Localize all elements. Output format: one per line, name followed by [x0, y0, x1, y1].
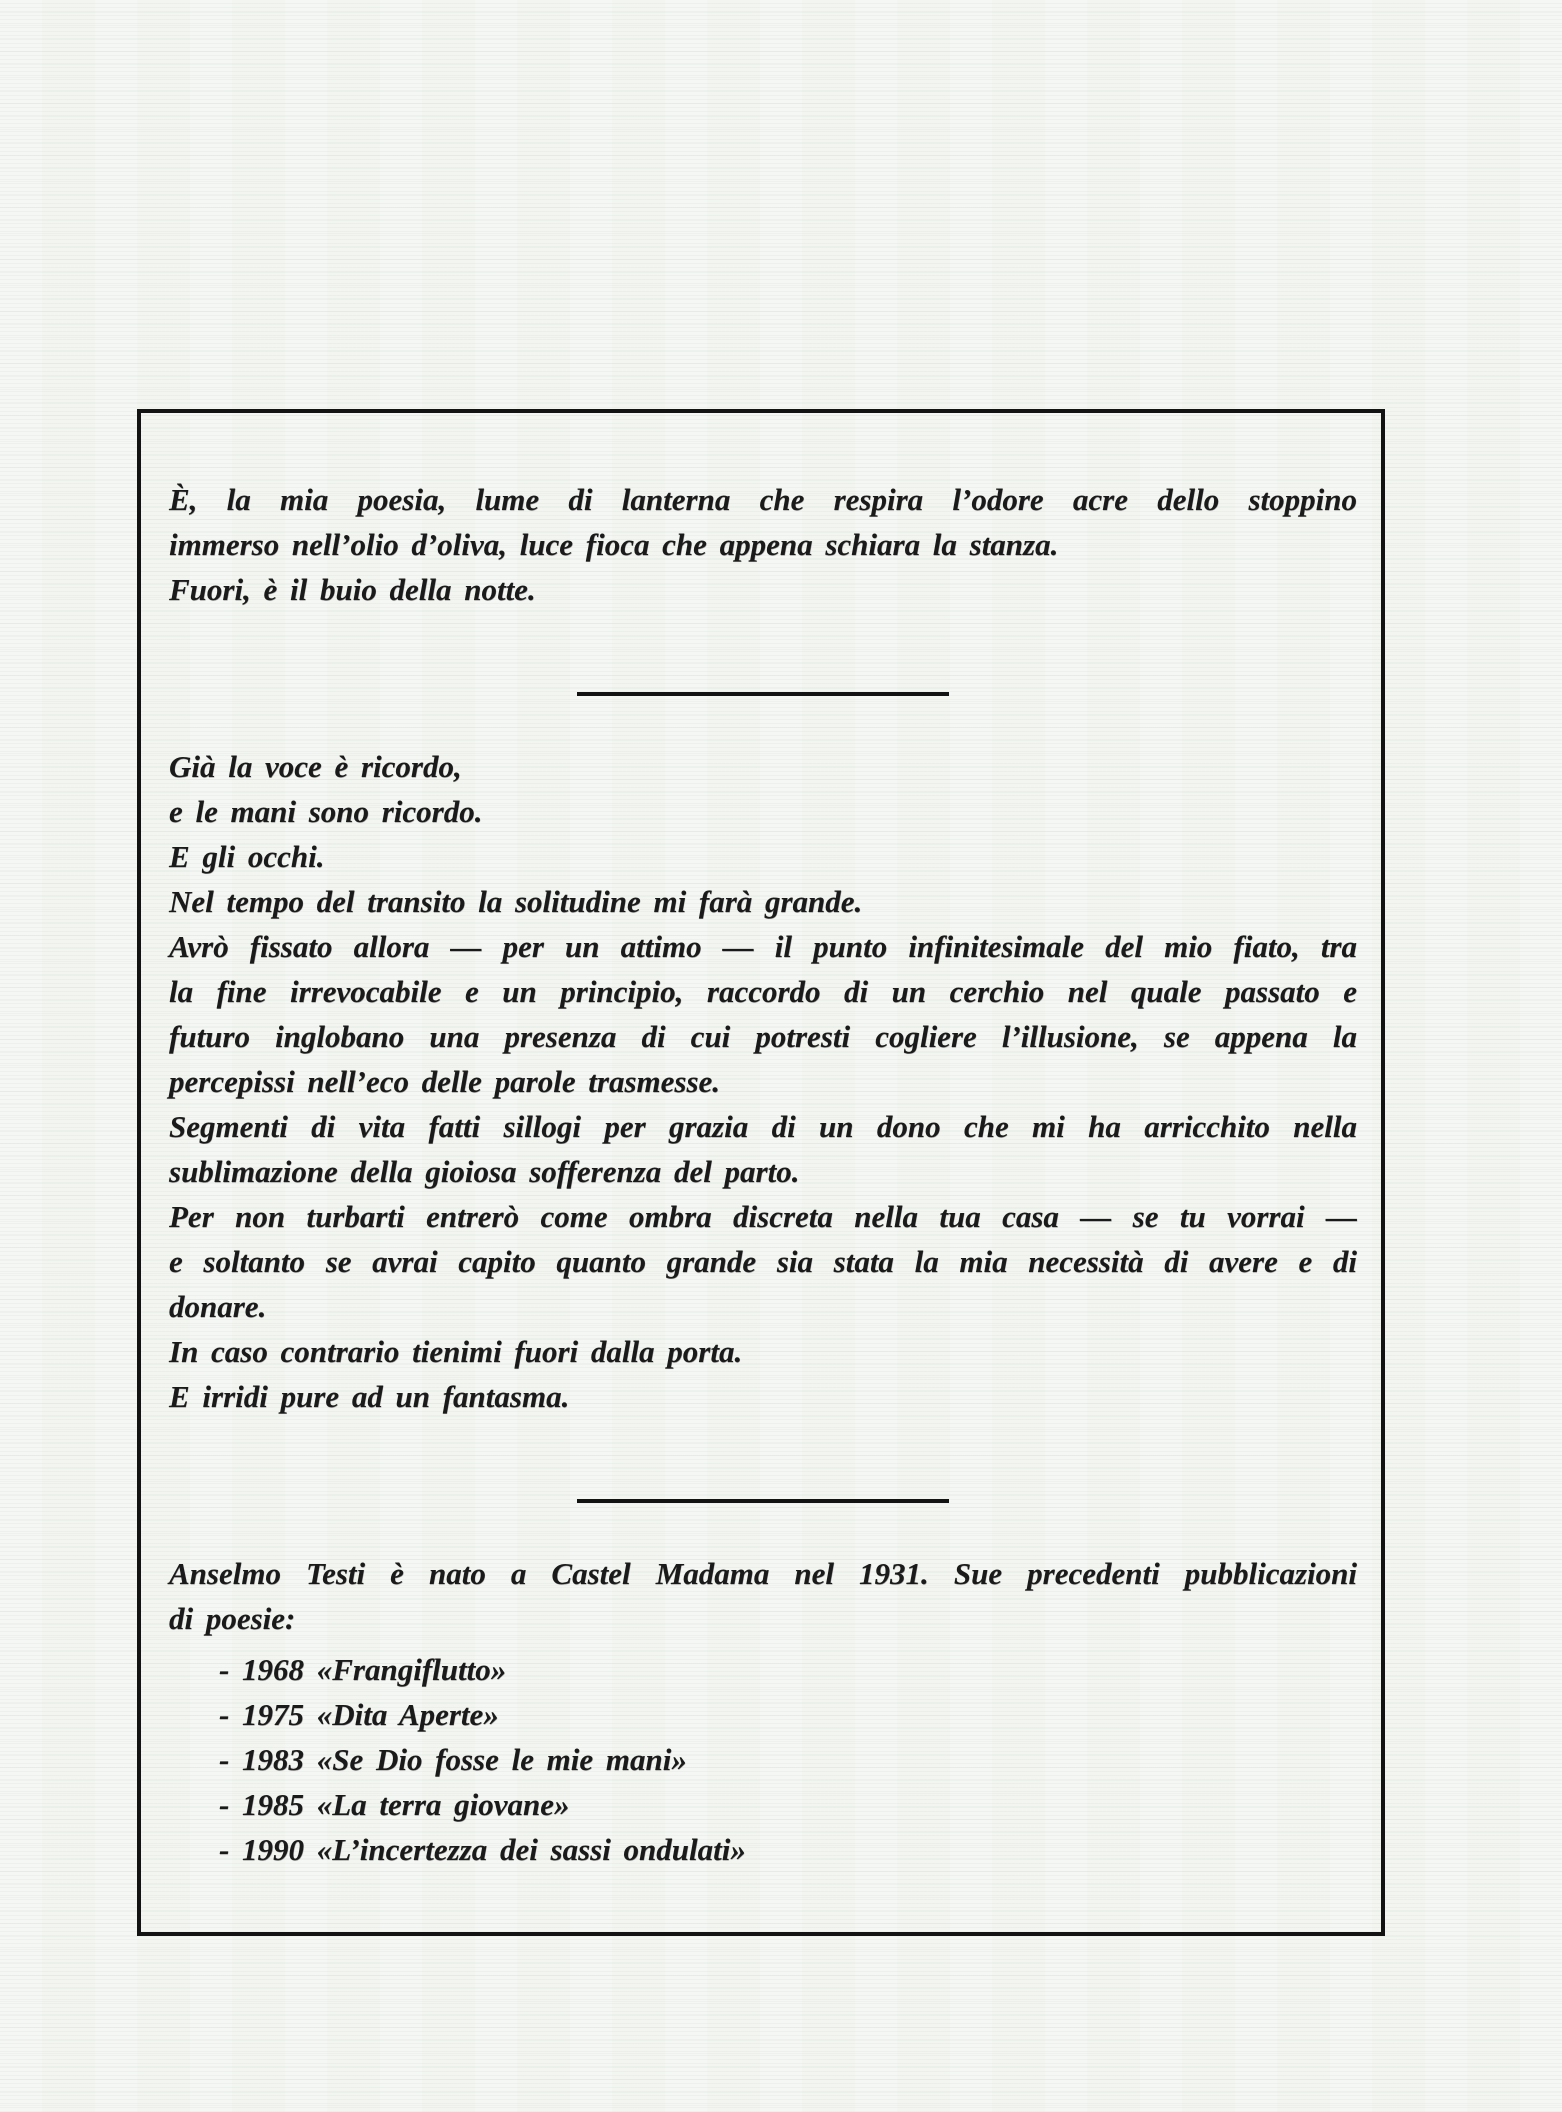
- section-divider-rule: [577, 1499, 949, 1503]
- text-line: immerso nell’olio d’oliva, luce fioca che appena schiara la stanza.: [169, 527, 1059, 562]
- poem-body-paragraph: [169, 789, 1357, 834]
- poem-body-paragraph: [169, 834, 1357, 879]
- text-line: di poesie:: [169, 1601, 296, 1636]
- poem-opening-paragraph: [169, 567, 1357, 612]
- text-line: Fuori, è il buio della notte.: [169, 572, 536, 607]
- poem-body-paragraph: [169, 744, 1357, 789]
- text-box-frame: [137, 409, 1385, 1936]
- poem-body-paragraph: [169, 1104, 1357, 1194]
- text-line: E irridi pure ad un fantasma.: [169, 1379, 570, 1414]
- text-line: È, la mia poesia, lume di lanterna che respira l’odore acre dello stoppino: [169, 482, 1357, 517]
- text-line: e soltanto se avrai capito quanto grande sia stata la mia necessità di avere e di: [169, 1244, 1357, 1279]
- poem-body-paragraph: [169, 879, 1357, 924]
- poem-opening-paragraph: [169, 477, 1357, 567]
- text-line: In caso contrario tienimi fuori dalla porta.: [169, 1334, 743, 1369]
- text-line: Per non turbarti entrerò come ombra discreta nella tua casa — se tu vorrai —: [169, 1199, 1357, 1234]
- text-line: Segmenti di vita fatti sillogi per grazia di un dono che mi ha arricchito nella: [169, 1109, 1357, 1144]
- publication-item: - 1990 «L’incertezza dei sassi ondulati»: [219, 1832, 746, 1867]
- text-line: Avrò fissato allora — per un attimo — il punto infinitesimale del mio fiato, tra: [169, 929, 1357, 964]
- section-divider-rule: [577, 692, 949, 696]
- text-line: Nel tempo del transito la solitudine mi farà grande.: [169, 884, 863, 919]
- publication-item: - 1975 «Dita Aperte»: [219, 1697, 499, 1732]
- text-line: donare.: [169, 1289, 267, 1324]
- text-line: sublimazione della gioiosa sofferenza del parto.: [169, 1154, 800, 1189]
- text-line: Anselmo Testi è nato a Castel Madama nel 1931. Sue precedenti pubblicazioni: [169, 1556, 1357, 1591]
- poem-body-paragraph: [169, 1194, 1357, 1329]
- poem-body-paragraph: [169, 1374, 1357, 1419]
- text-line: futuro inglobano una presenza di cui potresti cogliere l’illusione, se appena la: [169, 1019, 1357, 1054]
- author-bio-paragraph: [169, 1551, 1357, 1641]
- publication-item: - 1985 «La terra giovane»: [219, 1787, 570, 1822]
- text-line: e le mani sono ricordo.: [169, 794, 483, 829]
- text-line: E gli occhi.: [169, 839, 325, 874]
- poem-body-paragraph: [169, 1329, 1357, 1374]
- text-line: Già la voce è ricordo,: [169, 749, 462, 784]
- text-line: la fine irrevocabile e un principio, raccordo di un cerchio nel quale passato e: [169, 974, 1357, 1009]
- publication-item: - 1983 «Se Dio fosse le mie mani»: [219, 1742, 687, 1777]
- publications-list: [169, 1647, 1357, 1872]
- poem-body-paragraph: [169, 924, 1357, 1104]
- publication-item: - 1968 «Frangiflutto»: [219, 1652, 507, 1687]
- text-line: percepissi nell’eco delle parole trasmesse.: [169, 1064, 721, 1099]
